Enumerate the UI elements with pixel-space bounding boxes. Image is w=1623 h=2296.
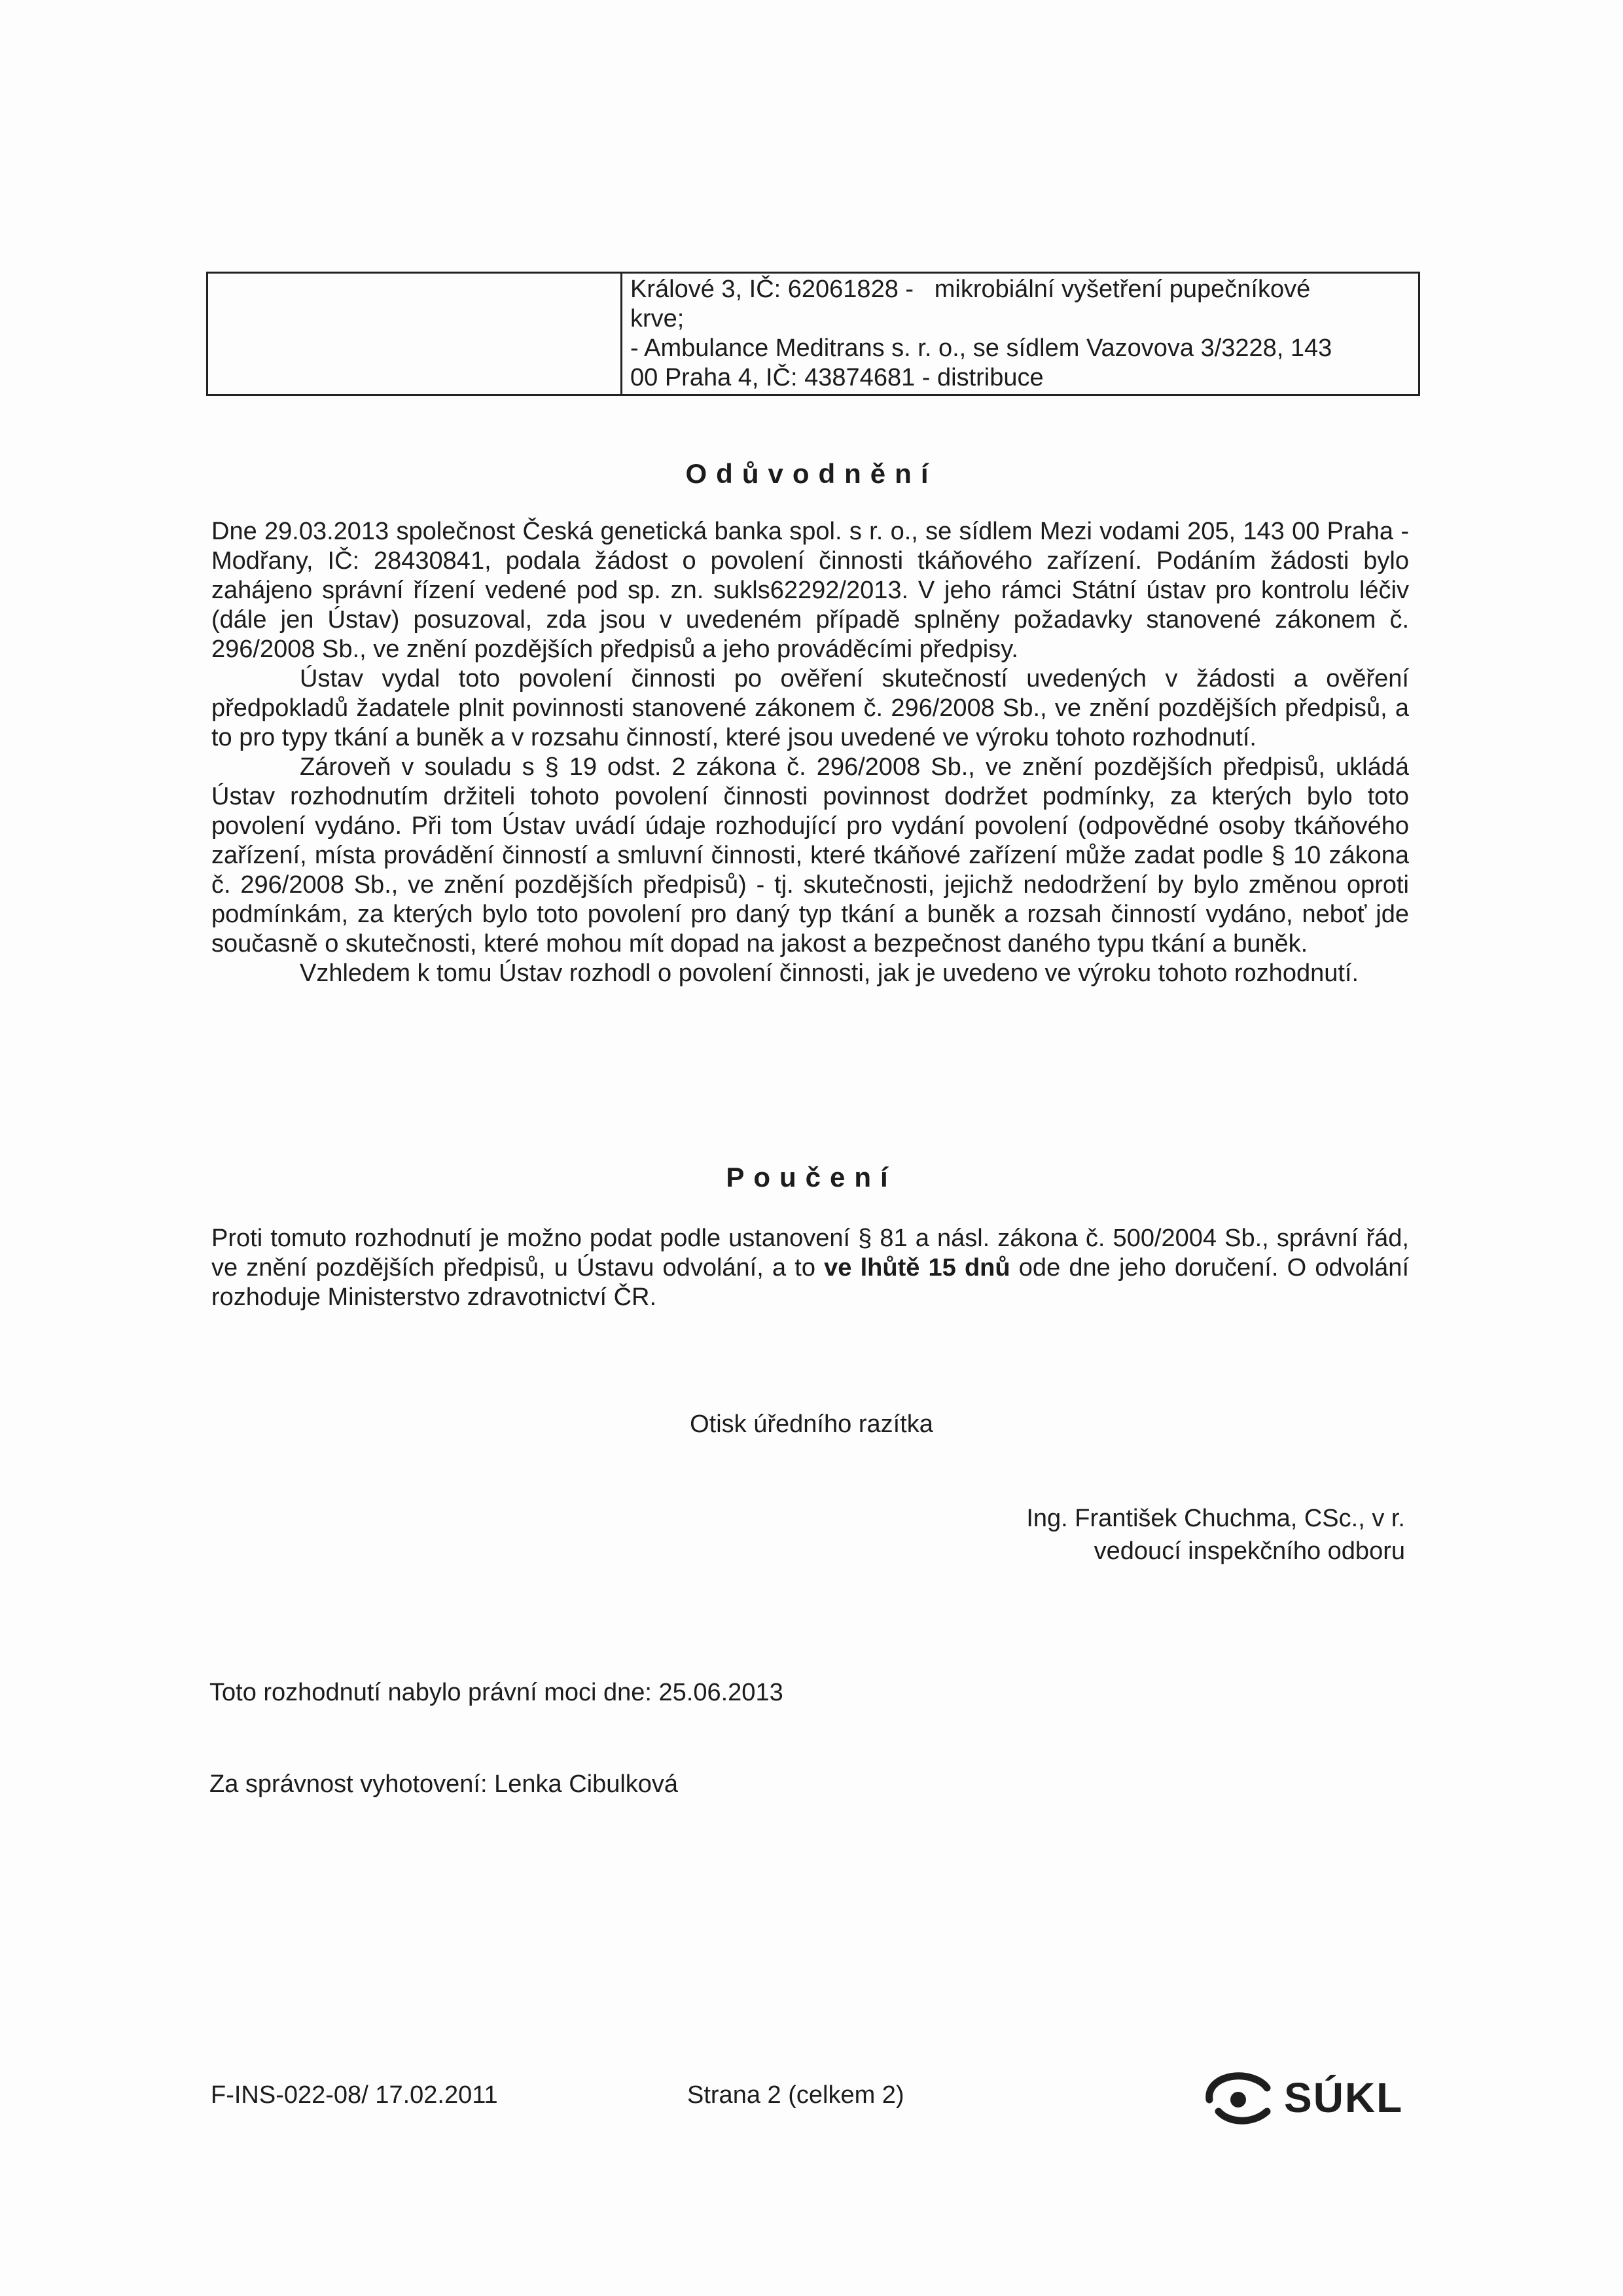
- signature-block: [1026, 1502, 1405, 1568]
- page-number: Strana 2 (celkem 2): [687, 2081, 904, 2109]
- signatory-name: Ing. František Chuchma, CSc., v r.: [1026, 1505, 1405, 1532]
- legal-effect-line: Toto rozhodnutí nabylo právní moci dne: 25.06.2013: [209, 1679, 783, 1706]
- official-stamp-placeholder: Otisk úředního razítka: [690, 1410, 933, 1438]
- reasoning-heading: Odůvodnění: [685, 458, 938, 489]
- reasoning-paragraph: Zároveň v souladu s § 19 odst. 2 zákona č. 296/2008 Sb., ve znění pozdějších předpisů, ukládá Ústav rozhodnutím držiteli tohoto povolení činnosti povinnost dodržet podmínky, za kterých bylo toto povolení vydáno. Při tom Ústav uvádí údaje rozhodující pro vydání povolení (odpovědné osoby tkáňového zařízení, místa provádění činností a smluvní činnosti, které tkáňové zařízení může zadat podle § 10 zákona č. 296/2008 Sb., ve znění pozdějších předpisů) - tj. skutečnosti, jejichž nedodržení by bylo změnou oproti podmínkám, za kterých bylo toto povolení pro daný typ tkání a buněk a rozsah činností vydáno, neboť jde současně o skutečnosti, které mohou mít dopad na jakost a bezpečnost daného typu tkání a buněk.: [211, 753, 1409, 958]
- reasoning-paragraph: Ústav vydal toto povolení činnosti po ověření skutečností uvedených v žádosti a ověření předpokladů žadatele plnit povinnosti stanovené zákonem č. 296/2008 Sb., ve znění pozdějších předpisů, a to pro typy tkání a buněk a v rozsahu činností, které jsou uvedené ve výroku tohoto rozhodnutí.: [211, 665, 1409, 751]
- sukl-logo-text: SÚKL: [1284, 2074, 1404, 2121]
- table-line: Králové 3, IČ: 62061828 - mikrobiální vyšetření pupečníkové: [630, 276, 1311, 303]
- form-code: F-INS-022-08/ 17.02.2011: [211, 2081, 498, 2109]
- signatory-role: vedoucí inspekčního odboru: [1094, 1537, 1405, 1565]
- table-cell-empty: [208, 274, 622, 394]
- sukl-logo: [1204, 2068, 1403, 2127]
- table-line: krve;: [630, 305, 685, 332]
- sukl-logo-icon: [1204, 2068, 1276, 2127]
- table-line: - Ambulance Meditrans s. r. o., se sídlem Vazovova 3/3228, 143: [630, 334, 1332, 362]
- correctness-line: Za správnost vyhotovení: Lenka Cibulková: [209, 1770, 679, 1798]
- instruction-text-before: Proti tomuto rozhodnutí je možno podat podle ustanovení § 81 a násl. zákona č. 500/2004 Sb., správní řád, ve znění pozdějších předpisů, u Ústavu odvolání, a to: [211, 1225, 1409, 1282]
- reasoning-paragraph: Dne 29.03.2013 společnost Česká genetická banka spol. s r. o., se sídlem Mezi vodami 205, 143 00 Praha - Modřany, IČ: 28430841, podala žádost o povolení činnosti tkáňového zařízení. Podáním žádosti bylo zahájeno správní řízení vedené pod sp. zn. sukls62292/2013. V jeho rámci Státní ústav pro kontrolu léčiv (dále jen Ústav) posuzoval, zda jsou v uvedeném případě splněny požadavky stanovené zákonem č. 296/2008 Sb., ve znění pozdějších předpisů a jeho prováděcími předpisy.: [211, 518, 1409, 663]
- table-line: 00 Praha 4, IČ: 43874681 - distribuce: [630, 364, 1044, 391]
- table-cell-text: [622, 274, 1418, 394]
- continuation-table: [206, 272, 1420, 396]
- appeal-deadline: ve lhůtě 15 dnů: [824, 1254, 1010, 1282]
- instruction-heading: Poučení: [726, 1162, 897, 1193]
- instruction-paragraph: [211, 1224, 1409, 1312]
- reasoning-section: [211, 517, 1409, 988]
- instruction-section: [211, 1224, 1409, 1312]
- reasoning-paragraph: Vzhledem k tomu Ústav rozhodl o povolení činnosti, jak je uvedeno ve výroku tohoto rozhodnutí.: [300, 960, 1359, 987]
- instruction-text-after: ode dne jeho doručení. O odvolání rozhoduje Ministerstvo zdravotnictví ČR.: [211, 1254, 1409, 1311]
